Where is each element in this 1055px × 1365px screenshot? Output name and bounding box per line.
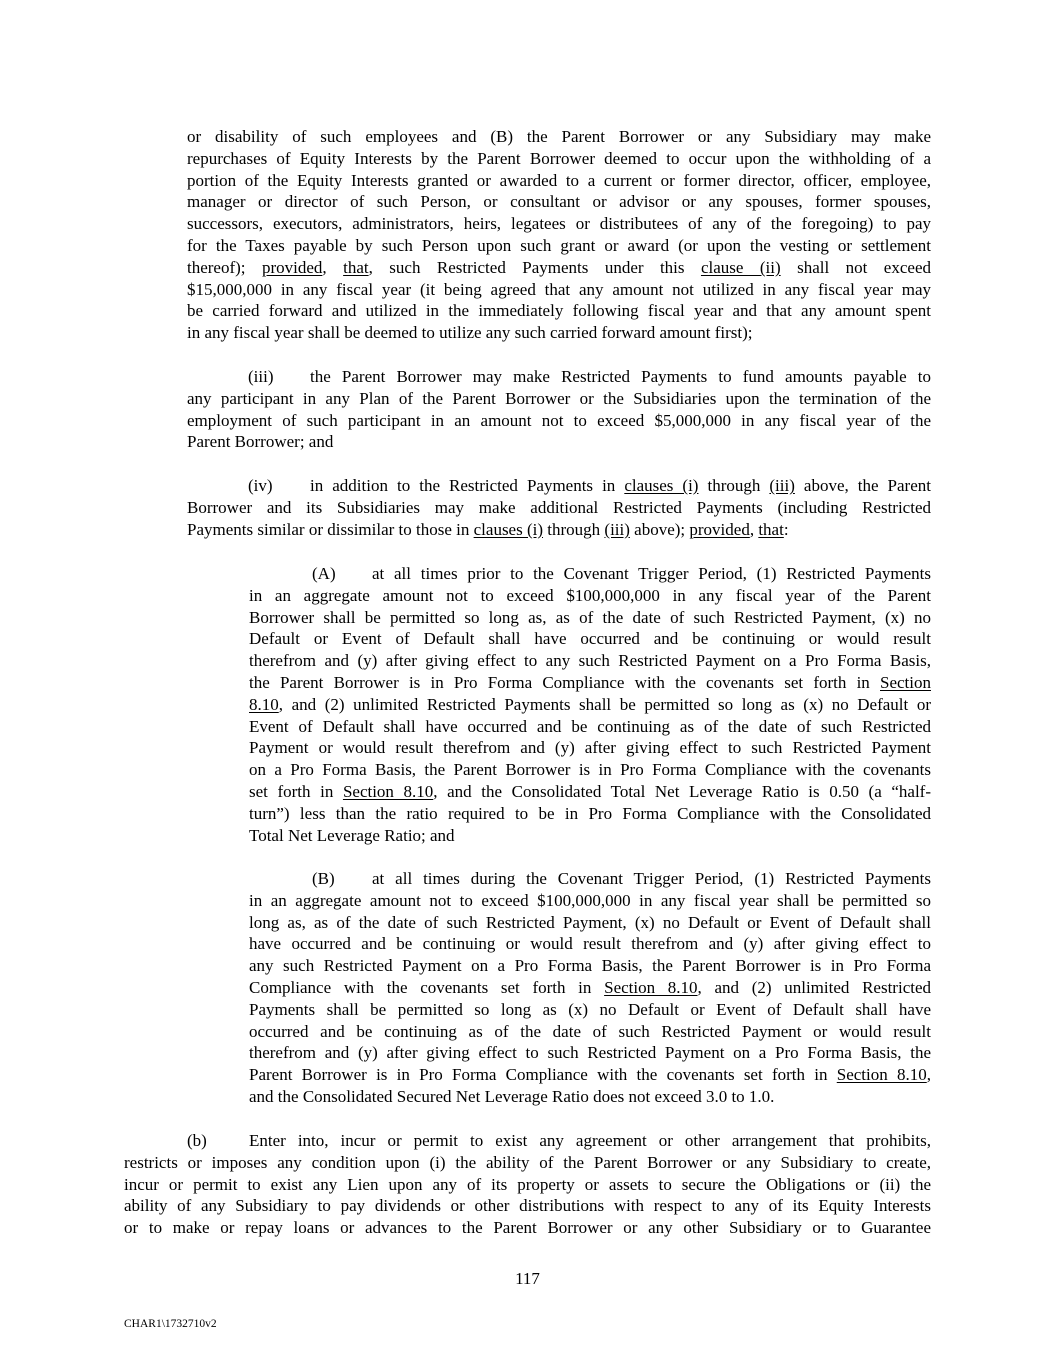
text-line: portion of the Equity Interests granted or awarded to a current or former director, officer, employee,: [187, 170, 931, 190]
clause-reference: clauses (i): [624, 476, 699, 495]
page-number: 117: [515, 1269, 540, 1288]
text-line: therefrom and (y) after giving effect to such Restricted Payment on a Pro Forma Basis, the: [249, 1043, 931, 1063]
text-line: 8.10, and (2) unlimited Restricted Payments shall be permitted so long as (x) no Default or: [249, 694, 931, 714]
text-line: and the Consolidated Secured Net Leverage Ratio does not exceed 3.0 to 1.0.: [249, 1086, 775, 1106]
text-line: Borrower and its Subsidiaries may make additional Restricted Payments (including Restricted: [187, 497, 931, 517]
text-line: or disability of such employees and (B) the Parent Borrower or any Subsidiary may make: [187, 127, 931, 146]
text-line: or to make or repay loans or advances to the Parent Borrower or any other Subsidiary or to Guarantee: [124, 1218, 931, 1238]
text-line: Payment or would result therefrom and (y) after giving effect to such Restricted Payment: [249, 738, 931, 758]
sub-clause-b: [249, 868, 931, 1108]
text-line: employment of such participant in an amount not to exceed $5,000,000 in any fiscal year of the: [187, 410, 931, 430]
text-line: Parent Borrower; and: [187, 432, 334, 452]
section-reference: Section 8.10: [836, 1065, 927, 1085]
text-line: in an aggregate amount not to exceed $100,000,000 in any fiscal year shall be permitted so: [249, 890, 931, 910]
text-line: Event of Default shall have occurred and be continuing as of the date of such Restricted: [249, 716, 931, 736]
document-id: CHAR1\1732710v2: [124, 1318, 217, 1330]
text-line: the Parent Borrower is in Pro Forma Compliance with the covenants set forth in Section: [249, 672, 931, 692]
text-line: (iv) in addition to the Restricted Payments in clauses (i) through (iii) above, the Parent: [248, 476, 931, 495]
text-line: on a Pro Forma Basis, the Parent Borrower is in Pro Forma Compliance with the covenants: [249, 760, 931, 780]
clause-label: (iii): [248, 367, 274, 386]
text-line: (iii) the Parent Borrower may make Restricted Payments to fund amounts payable to: [248, 367, 931, 386]
text-line: Borrower shall be permitted so long as, as of the date of such Restricted Payment, (x) no: [249, 607, 931, 627]
clause-label: (B): [312, 869, 335, 888]
text-line: therefrom and (y) after giving effect to any such Restricted Payment on a Pro Forma Basis,: [249, 651, 931, 671]
text-line: in any fiscal year shall be deemed to utilize any such carried forward amount first);: [187, 323, 753, 343]
defined-term-provided: provided: [261, 257, 323, 277]
text-line: Default or Event of Default shall have occurred and be continuing or would result: [249, 629, 931, 649]
clause-reference: clause (ii): [700, 257, 781, 277]
text-line: Parent Borrower is in Pro Forma Compliance with the covenants set forth in Section 8.10,: [249, 1065, 931, 1085]
clause-reference: (iii): [769, 476, 795, 495]
clause-label: (iv): [248, 476, 273, 495]
text-line: for the Taxes payable by such Person upon such grant or award (or upon the vesting or settlement: [187, 235, 931, 255]
text-line: Total Net Leverage Ratio; and: [249, 825, 455, 845]
section-reference: 8.10: [249, 694, 279, 714]
text-line: be carried forward and utilized in the immediately following fiscal year and that any amount spent: [187, 301, 931, 321]
defined-term-that: that: [758, 519, 784, 539]
section-reference: Section 8.10: [604, 977, 698, 997]
text-line: repurchases of Equity Interests by the Parent Borrower deemed to occur upon the withholding of a: [187, 148, 931, 168]
text-line: ability of any Subsidiary to pay dividends or other distributions with respect to any of its Equity Interests: [124, 1196, 931, 1216]
text-line: manager or director of such Person, or consultant or advisor or any spouses, former spouses,: [187, 192, 931, 212]
text-line: (b) Enter into, incur or permit to exist any agreement or other arrangement that prohibits,: [187, 1131, 931, 1150]
text-line: restricts or imposes any condition upon (i) the ability of the Parent Borrower or any Subsidiary to create,: [124, 1152, 931, 1172]
text-line: (B) at all times during the Covenant Trigger Period, (1) Restricted Payments: [312, 869, 931, 888]
text-line: long as, as of the date of such Restricted Payment, (x) no Default or Event of Default shall: [249, 912, 931, 932]
clause-iii: [187, 366, 931, 453]
paragraph-b: [124, 1130, 931, 1239]
text-line: any participant in any Plan of the Parent Borrower or the Subsidiaries upon the termination of the: [187, 388, 931, 408]
text-line: successors, executors, administrators, heirs, legatees or distributees of any of the foregoing) to pay: [187, 214, 931, 234]
section-reference: Section: [880, 672, 931, 692]
text-line: any such Restricted Payment on a Pro Forma Basis, the Parent Borrower is in Pro Forma: [249, 956, 931, 976]
text-line: thereof); provided, that, such Restricted Payments under this clause (ii) shall not exceed: [187, 257, 931, 277]
text-line: have occurred and be continuing or would result therefrom and (y) after giving effect to: [249, 934, 931, 954]
clause-reference: clauses (i): [473, 519, 544, 539]
text-line: Compliance with the covenants set forth in Section 8.10, and (2) unlimited Restricted: [249, 977, 932, 997]
text-line: set forth in Section 8.10, and the Consolidated Total Net Leverage Ratio is 0.50 (a “half-: [249, 781, 931, 801]
clause-label: (A): [312, 564, 336, 583]
sub-clause-a: [249, 563, 931, 846]
defined-term-provided: provided: [689, 519, 750, 539]
text-line: Payments similar or dissimilar to those in clauses (i) through (iii) above); provided, that:: [187, 519, 789, 539]
text-line: in an aggregate amount not to exceed $100,000,000 in any fiscal year of the Parent: [249, 585, 931, 605]
defined-term-that: that: [343, 257, 369, 277]
text-line: occurred and be continuing as of the date of such Restricted Payment or would result: [249, 1021, 931, 1041]
text-line: Payments shall be permitted so long as (x) no Default or Event of Default shall have: [249, 999, 931, 1019]
text-line: turn”) less than the ratio required to be in Pro Forma Compliance with the Consolidated: [249, 803, 931, 823]
continuation-paragraph: [187, 126, 931, 344]
text-line: (A) at all times prior to the Covenant Trigger Period, (1) Restricted Payments: [312, 564, 931, 583]
text-line: $15,000,000 in any fiscal year (it being agreed that any amount not utilized in any fiscal year may: [187, 279, 931, 299]
clause-label: (b): [187, 1131, 207, 1150]
section-reference: Section 8.10: [342, 781, 434, 801]
text-line: incur or permit to exist any Lien upon any of its property or assets to secure the Obligations or (ii) the: [124, 1174, 931, 1194]
clause-iv: [187, 475, 931, 540]
clause-reference: (iii): [604, 519, 630, 539]
